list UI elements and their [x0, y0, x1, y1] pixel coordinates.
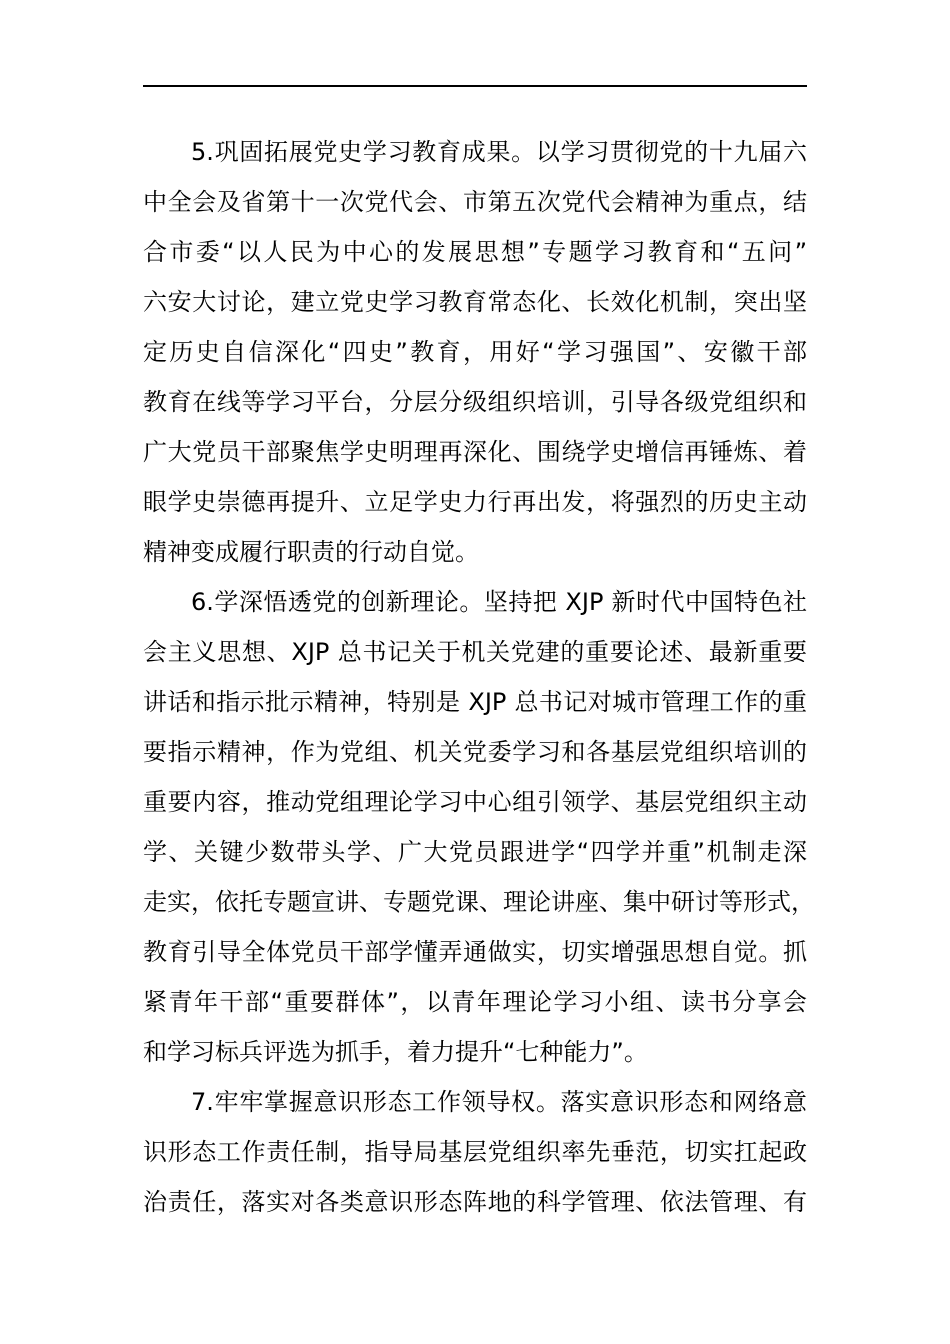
text-line: 合市委“以人民为中心的发展思想”专题学习教育和“五问”	[143, 238, 807, 266]
text-line: 讲话和指示批示精神，特别是 XJP 总书记对城市管理工作的重	[143, 688, 807, 716]
text-line: 治责任，落实对各类意识形态阵地的科学管理、依法管理、有	[143, 1188, 807, 1216]
text-line: 广大党员干部聚焦学史明理再深化、围绕学史增信再锤炼、着	[143, 438, 807, 466]
text-line: 重要内容，推动党组理论学习中心组引领学、基层党组织主动	[143, 788, 807, 816]
text-line: 中全会及省第十一次党代会、市第五次党代会精神为重点，结	[143, 188, 807, 216]
document-body	[143, 127, 815, 1227]
paragraph-7-heading-line: 7.牢牢掌握意识形态工作领导权。落实意识形态和网络意	[191, 1088, 807, 1116]
text-line: 定历史自信深化“四史”教育，用好“学习强国”、安徽干部	[143, 338, 807, 366]
text-line: 六安大讨论，建立党史学习教育常态化、长效化机制，突出坚	[143, 288, 807, 316]
text-line: 走实，依托专题宣讲、专题党课、理论讲座、集中研讨等形式，	[143, 888, 815, 916]
text-line: 教育在线等学习平台，分层分级组织培训，引导各级党组织和	[143, 388, 807, 416]
text-line: 精神变成履行职责的行动自觉。	[143, 538, 479, 566]
text-line: 教育引导全体党员干部学懂弄通做实，切实增强思想自觉。抓	[143, 938, 807, 966]
paragraph-5-heading-line: 5.巩固拓展党史学习教育成果。以学习贯彻党的十九届六	[191, 138, 807, 166]
text-line: 学、关键少数带头学、广大党员跟进学“四学并重”机制走深	[143, 838, 807, 866]
header-rule	[143, 85, 807, 87]
text-line: 和学习标兵评选为抓手，着力提升“七种能力”。	[143, 1038, 648, 1066]
paragraph-6-heading-line: 6.学深悟透党的创新理论。坚持把 XJP 新时代中国特色社	[191, 588, 807, 616]
text-line: 要指示精神，作为党组、机关党委学习和各基层党组织培训的	[143, 738, 807, 766]
text-line: 紧青年干部“重要群体”，以青年理论学习小组、读书分享会	[143, 988, 807, 1016]
text-line: 识形态工作责任制，指导局基层党组织率先垂范，切实扛起政	[143, 1138, 807, 1166]
text-line: 眼学史崇德再提升、立足学史力行再出发，将强烈的历史主动	[143, 488, 807, 516]
text-line: 会主义思想、XJP 总书记关于机关党建的重要论述、最新重要	[143, 638, 807, 666]
